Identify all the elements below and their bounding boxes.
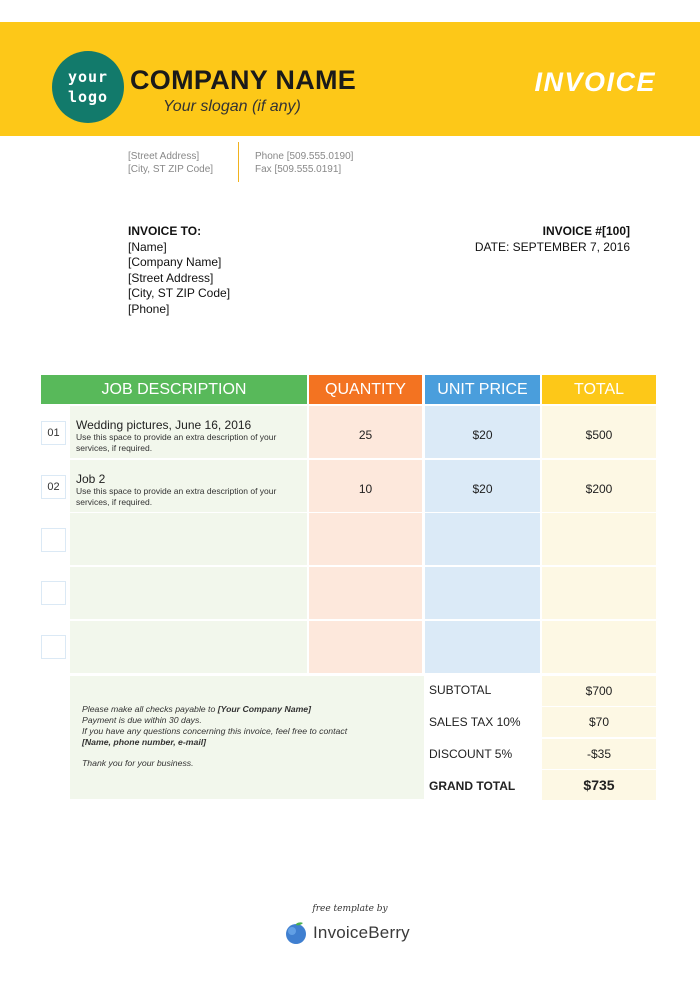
header-quantity: QUANTITY [309, 375, 422, 404]
company-logo [52, 51, 124, 123]
sales-tax-value: $70 [542, 707, 656, 737]
unit-price-value: $20 [472, 482, 493, 496]
grand-total-label: GRAND TOTAL [429, 779, 516, 793]
bill-to-phone: [Phone] [128, 301, 170, 316]
discount-label: DISCOUNT 5% [429, 747, 513, 761]
quantity-value: 25 [358, 428, 373, 442]
table-row-total-empty [542, 621, 656, 673]
table-row-quantity-empty [309, 567, 422, 619]
berry-icon [285, 922, 307, 944]
notes-line-2: Payment is due within 30 days. [82, 715, 202, 725]
company-phone: Phone [509.555.0190] [255, 151, 354, 162]
item-title: Wedding pictures, June 16, 2016 [76, 418, 252, 432]
bill-to-city: [City, ST ZIP Code] [128, 286, 231, 301]
row-number-box-empty [41, 528, 66, 552]
quantity-value: 10 [358, 482, 373, 496]
bill-to-heading: INVOICE TO: [128, 224, 202, 238]
table-row-unit-price [425, 406, 540, 458]
table-row-description-empty [70, 567, 307, 619]
table-row-description-empty [70, 513, 307, 565]
table-row-total-empty [542, 567, 656, 619]
company-fax: Fax [509.555.0191] [255, 164, 342, 175]
table-row-unit-price-empty [425, 567, 540, 619]
discount-value: -$35 [542, 739, 656, 769]
total-value: $500 [585, 428, 613, 442]
item-description: Use this space to provide an extra description of your services, if required. [76, 486, 277, 507]
notes-thanks: Thank you for your business. [82, 758, 194, 768]
grand-total-value: $735 [542, 770, 656, 800]
table-row-total-empty [542, 513, 656, 565]
row-number-box-empty [41, 635, 66, 659]
table-row-description [70, 406, 307, 458]
table-row-description-empty [70, 621, 307, 673]
bill-to-company: [Company Name] [128, 255, 222, 270]
company-city: [City, ST ZIP Code] [128, 164, 214, 175]
company-slogan: Your slogan (if any) [163, 98, 301, 115]
bill-to-block [128, 224, 230, 318]
invoice-date: DATE: SEPTEMBER 7, 2016 [474, 239, 630, 254]
table-row-total [542, 460, 656, 512]
company-name: COMPANY NAME [130, 65, 357, 95]
notes-company-name: [Your Company Name] [217, 704, 312, 714]
document-title: INVOICE [534, 67, 656, 97]
bill-to-street: [Street Address] [128, 270, 214, 285]
total-value: $200 [585, 482, 613, 496]
subtotal-value: $700 [542, 676, 656, 706]
row-number-box: 01 [41, 421, 66, 445]
item-title: Job 2 [76, 472, 106, 486]
invoice-meta [475, 224, 630, 255]
logo-line-1: your [67, 68, 109, 86]
notes-contact: [Name, phone number, e-mail] [82, 737, 207, 747]
free-template-text: free template by [312, 904, 388, 914]
table-row-unit-price-empty [425, 513, 540, 565]
table-row-quantity-empty [309, 513, 422, 565]
table-row-quantity-empty [309, 621, 422, 673]
row-number-box: 02 [41, 475, 66, 499]
brand-logo[interactable] [285, 922, 410, 944]
unit-price-value: $20 [472, 428, 493, 442]
table-row-quantity [309, 406, 422, 458]
table-row-quantity [309, 460, 422, 512]
company-address [128, 150, 213, 176]
header-band [0, 22, 700, 136]
item-description: Use this space to provide an extra description of your services, if required. [76, 432, 277, 453]
table-row-unit-price [425, 460, 540, 512]
table-row-total [542, 406, 656, 458]
sales-tax-label: SALES TAX 10% [429, 715, 521, 729]
subtotal-label: SUBTOTAL [429, 683, 492, 697]
notes-payable-text: Please make all checks payable to [82, 704, 218, 714]
notes-line-3: If you have any questions concerning this invoice, feel free to contact [82, 726, 348, 736]
header-job-description: JOB DESCRIPTION [41, 375, 307, 404]
header-unit-price: UNIT PRICE [425, 375, 540, 404]
notes-line-4 [82, 737, 424, 748]
bill-to-name: [Name] [128, 239, 167, 254]
table-row-description [70, 460, 307, 512]
logo-line-2: logo [67, 88, 109, 106]
invoice-number: INVOICE #[100] [542, 224, 630, 238]
payment-notes [70, 676, 424, 799]
company-street: [Street Address] [128, 151, 200, 162]
notes-line-1 [82, 704, 424, 715]
address-divider [238, 142, 239, 182]
table-row-unit-price-empty [425, 621, 540, 673]
header-total: TOTAL [542, 375, 656, 404]
brand-name: InvoiceBerry [313, 923, 410, 942]
company-contact [255, 150, 353, 176]
row-number-box-empty [41, 581, 66, 605]
